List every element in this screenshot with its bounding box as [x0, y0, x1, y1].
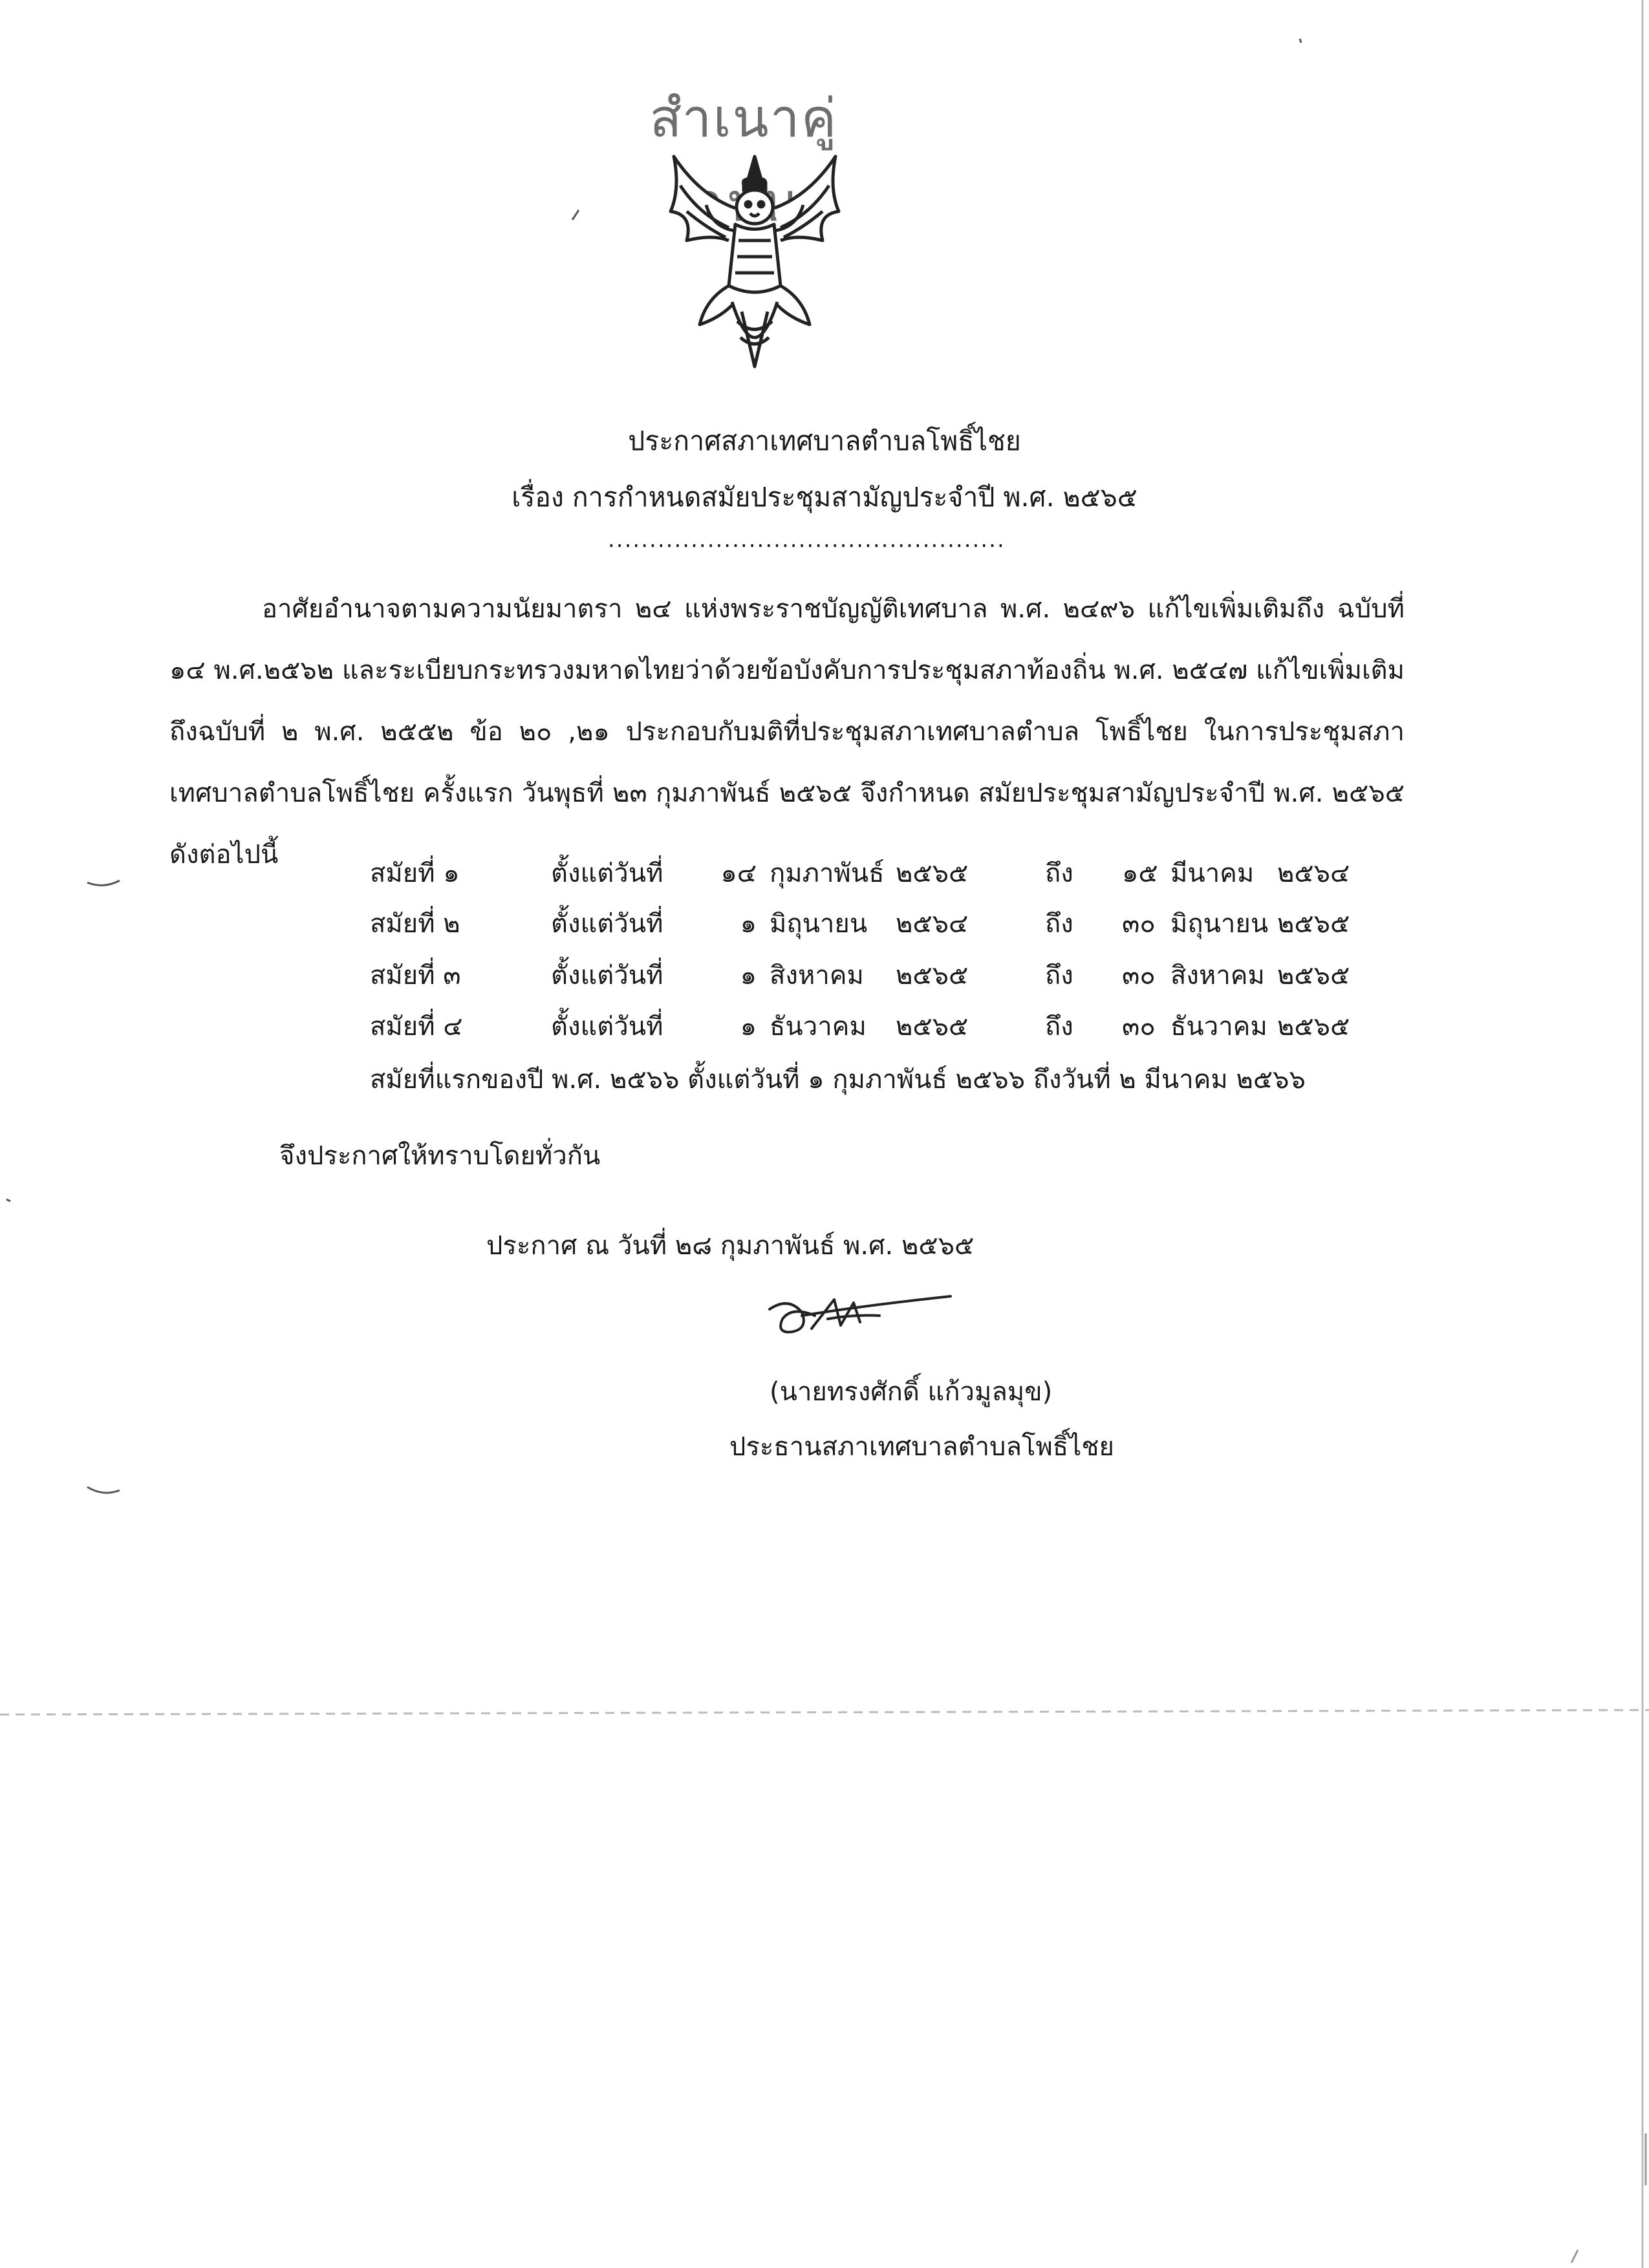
body-paragraph: อาศัยอำนาจตามความนัยมาตรา ๒๔ แห่งพระราชบัญญัติเทศบาล พ.ศ. ๒๔๙๖ แก้ไขเพิ่มเติมถึง ฉบับที่ ๑๔ พ.ศ.๒๕๖๒ และระเบียบกระทรวงมหาดไทยว่าด้วยข้อบังคับการประชุมสภาท้องถิ่น พ.ศ. ๒๕๔๗ แก้ไขเพิ่มเติมถึงฉบับที่ ๒ พ.ศ. ๒๕๕๒ ข้อ ๒๐ ,๒๑ ประกอบกับมติที่ประชุมสภาเทศบาลตำบล โพธิ์ไชย ในการประชุมสภาเทศบาลตำบลโพธิ์ไชย ครั้งแรก วันพุธที่ ๒๓ กุมภาพันธ์ ๒๕๖๕ จึงกำหนด สมัยประชุมสามัญประจำปี พ.ศ. ๒๕๖๕ ดังต่อไปนี้	[169, 594, 1405, 870]
end-year: ๒๕๖๕	[1277, 961, 1350, 990]
to-label: ถึง	[1045, 1012, 1073, 1042]
session-row-3	[0, 954, 1649, 1005]
session-table	[0, 852, 1649, 1085]
start-year: ๒๕๖๔	[896, 909, 969, 939]
signer-position: ประธานสภาเทศบาลตำบลโพธิ์ไชย	[729, 1432, 1114, 1462]
start-month: มิถุนายน	[770, 909, 868, 939]
start-day: ๑	[740, 1012, 757, 1042]
announce-line: จึงประกาศให้ทราบโดยทั่วกัน	[279, 1141, 601, 1171]
start-day: ๑	[740, 961, 757, 990]
session-name: สมัยที่ ๑	[370, 859, 460, 888]
session-row-4	[0, 1005, 1649, 1056]
start-year: ๒๕๖๕	[896, 859, 969, 888]
to-label: ถึง	[1045, 859, 1073, 888]
end-day: ๓๐	[1122, 1012, 1156, 1042]
to-label: ถึง	[1045, 961, 1073, 990]
start-year: ๒๕๖๕	[896, 961, 969, 990]
from-label: ตั้งแต่วันที่	[551, 859, 663, 888]
end-day: ๓๐	[1122, 909, 1156, 939]
end-day: ๑๕	[1122, 859, 1158, 888]
session-name: สมัยที่ ๔	[370, 1012, 463, 1042]
first-session-next-year: สมัยที่แรกของปี พ.ศ. ๒๕๖๖ ตั้งแต่วันที่ ๑ กุมภาพันธ์ ๒๕๖๖ ถึงวันที่ ๒ มีนาคม ๒๕๖๖	[370, 1065, 1306, 1095]
announcement-title: ประกาศสภาเทศบาลตำบลโพธิ์ไชย	[628, 425, 1021, 456]
start-year: ๒๕๖๕	[896, 1012, 969, 1042]
to-label: ถึง	[1045, 909, 1073, 939]
end-month: สิงหาคม	[1170, 961, 1265, 990]
start-month: ธันวาคม	[770, 1012, 867, 1042]
announcement-subject: เรื่อง การกำหนดสมัยประชุมสามัญประจำปี พ.ศ. ๒๕๖๕	[512, 482, 1137, 513]
announcement-date: ประกาศ ณ วันที่ ๒๘ กุมภาพันธ์ พ.ศ. ๒๕๖๕	[486, 1231, 975, 1261]
signer-name: (นายทรงศักดิ์ แก้วมูลมุข)	[770, 1377, 1053, 1407]
end-month: มีนาคม	[1170, 859, 1255, 888]
end-year: ๒๕๖๔	[1277, 859, 1350, 888]
signature-icon	[763, 1283, 957, 1354]
garuda-emblem-icon	[661, 150, 848, 373]
start-month: กุมภาพันธ์	[770, 859, 885, 888]
from-label: ตั้งแต่วันที่	[551, 909, 663, 939]
copy-stamp: สำเนาคู่ บ	[649, 88, 838, 233]
start-month: สิงหาคม	[770, 961, 864, 990]
session-name: สมัยที่ ๒	[370, 909, 460, 939]
session-name: สมัยที่ ๓	[370, 961, 461, 990]
end-year: ๒๕๖๕	[1277, 909, 1350, 939]
from-label: ตั้งแต่วันที่	[551, 961, 663, 990]
start-day: ๑	[740, 909, 757, 939]
from-label: ตั้งแต่วันที่	[551, 1012, 663, 1042]
start-day: ๑๔	[720, 859, 757, 888]
end-month: มิถุนายน	[1170, 909, 1269, 939]
end-day: ๓๐	[1122, 961, 1156, 990]
session-row-1	[0, 852, 1649, 903]
end-year: ๒๕๖๕	[1277, 1012, 1350, 1042]
separator-dots: ................................................	[608, 527, 1006, 553]
end-month: ธันวาคม	[1170, 1012, 1267, 1042]
session-row-2	[0, 903, 1649, 953]
